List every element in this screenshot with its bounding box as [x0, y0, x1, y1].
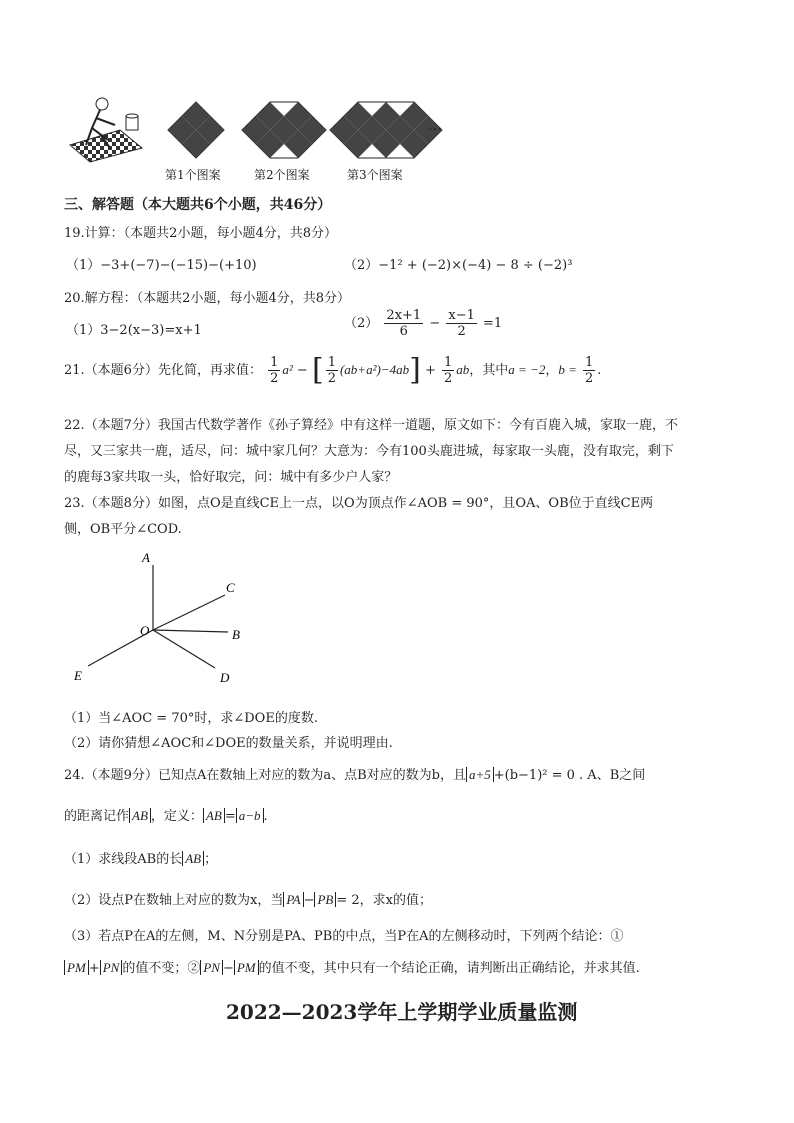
- q20-fraction-1: [384, 308, 423, 339]
- q20-part1: （1）3−2(x−3)=x+1: [66, 323, 202, 338]
- label-C: C: [226, 580, 235, 595]
- q24-line-1: [64, 764, 645, 783]
- q23-line-2: 侧，OB平分∠COD.: [64, 522, 182, 537]
- q21-half-3-num: 1: [443, 355, 453, 370]
- q21-half-1-num: 1: [270, 355, 279, 370]
- q20-part2: [344, 308, 502, 339]
- q21-where: ，其中: [469, 363, 509, 378]
- q24-p3-abs4: PM: [234, 960, 259, 975]
- q21-plus: +: [424, 363, 436, 378]
- label-O: O: [140, 623, 150, 638]
- label-A: A: [142, 550, 150, 565]
- ray-OD: [153, 630, 215, 668]
- q21-b-den: 2: [585, 371, 594, 386]
- q24-p2-b: −: [303, 893, 315, 908]
- q24-p3-end: 的值不变，其中只有一个结论正确，请判断出正确结论，并求其值.: [258, 961, 640, 976]
- label-B: B: [232, 627, 240, 642]
- q21-inner: (ab+a²)−4ab: [339, 362, 410, 377]
- q24-l2-b: ，定义：: [150, 809, 203, 824]
- label-E: E: [74, 668, 82, 683]
- q21-prefix: 21.（本题6分）先化简，再求值：: [64, 363, 262, 378]
- q19-part2: [344, 254, 572, 273]
- q22-line-1: 22.（本题7分）我国古代数学著作《孙子算经》中有这样一道题，原文如下：今有百鹿入城，家取一鹿，不: [64, 418, 678, 433]
- q21-half-1: [268, 355, 280, 386]
- q20-f1-num: 2x+1: [386, 308, 422, 323]
- q24-l1-a: 24.（本题9分）已知点A在数轴上对应的数为a、点B对应的数为b，且: [64, 768, 466, 783]
- q24-p3-mid: 的值不变；②: [122, 961, 201, 976]
- q24-l2-a: 的距离记作: [64, 809, 130, 824]
- label-D: D: [220, 670, 230, 685]
- q22-line-2: 尽，又三家共一鹿，适尽，问：城中家几何？大意为：今有100头鹿进城，每家取一头鹿，没有取完，剩下: [64, 444, 674, 459]
- q24-p3-abs2: PN: [100, 960, 123, 975]
- q21-end: .: [597, 363, 602, 378]
- q20-fraction-2: [446, 308, 477, 339]
- section-3-heading: 三、解答题（本大题共6个小题，共46分）: [64, 197, 332, 213]
- q23-angle-diagram: [60, 540, 260, 700]
- q24-p2-a: （2）设点P在数轴上对应的数为x，当: [64, 893, 284, 908]
- worker-illustration: [70, 98, 142, 162]
- caption-pattern-2: 第2个图案: [254, 168, 310, 182]
- q21-ab: ab: [456, 362, 470, 377]
- q20-stem: 20.解方程：（本题共2小题，每小题4分，共8分）: [64, 291, 350, 306]
- q23-part1: （1）当∠AOC = 70°时，求∠DOE的度数.: [64, 711, 318, 726]
- q21: [64, 352, 602, 388]
- q21-a2: a²: [282, 362, 293, 377]
- q20-f2-den: 2: [457, 324, 466, 339]
- ray-OB: [153, 630, 228, 632]
- q24-part2: [64, 889, 432, 908]
- exam-title: 2022—2023学年上学期学业质量监测: [226, 1000, 578, 1024]
- q21-minus: −: [296, 363, 308, 378]
- pattern-ellipsis: …: [428, 118, 442, 134]
- q20-f1-den: 6: [399, 324, 408, 339]
- caption-pattern-3: 第3个图案: [347, 168, 403, 182]
- q22-line-3: 的鹿每3家共取一头，恰好取完，问：城中有多少户人家？: [64, 470, 398, 485]
- q21-half-2: [326, 355, 338, 386]
- q24-l2-abs1: AB: [129, 808, 151, 823]
- q21-comma: ，: [545, 363, 559, 378]
- q21-b-fraction: [583, 355, 595, 386]
- pattern-1: [168, 102, 224, 158]
- q24-l2-c: =: [224, 809, 236, 824]
- q21-half-2-den: 2: [327, 371, 336, 386]
- q24-l1-b: +(b−1)² = 0 . A、B之间: [493, 768, 646, 783]
- q24-p1-a: （1）求线段AB的长: [64, 852, 183, 867]
- q20-part2-label: （2）: [344, 316, 379, 331]
- q21-half-3-den: 2: [443, 371, 453, 386]
- q24-l2-abs2: AB: [203, 808, 225, 823]
- q21-right-bracket: ]: [409, 352, 421, 388]
- pattern-3: [330, 102, 442, 158]
- q21-b-num: 1: [585, 355, 594, 370]
- q19-stem: 19.计算：（本题共2小题，每小题4分，共8分）: [64, 226, 337, 241]
- q24-l2-d: .: [263, 809, 268, 824]
- q24-p3-abs3: PN: [200, 960, 223, 975]
- q24-p2-abs2: PB: [314, 892, 336, 907]
- q24-p1-b: ；: [204, 852, 218, 867]
- q21-b-value: b =: [558, 362, 577, 377]
- q21-left-bracket: [: [311, 352, 324, 388]
- q24-p3-minus: −: [222, 961, 234, 976]
- caption-pattern-1: 第1个图案: [165, 168, 221, 182]
- q24-p2-abs1: PA: [283, 892, 303, 907]
- q21-a-value: a = −2: [508, 362, 546, 377]
- q24-part3-line1: （3）若点P在A的左侧，M、N分别是PA、PB的中点，当P在A的左侧移动时，下列两个结论：①: [64, 929, 624, 944]
- q24-p3-plus: +: [88, 961, 100, 976]
- q24-part3-line2: [64, 957, 640, 976]
- ray-OC: [153, 595, 225, 630]
- q20-f2-num: x−1: [448, 308, 475, 323]
- q20-minus: −: [429, 316, 441, 331]
- q19-part2-label: （2）: [344, 258, 379, 273]
- q19-part2-expr: −1² + (−2)×(−4) − 8 ÷ (−2)³: [378, 258, 573, 273]
- q24-part1: [64, 848, 217, 867]
- q24-l1-abs: a+5: [466, 767, 494, 782]
- q19-part1: （1）−3+(−7)−(−15)−(+10): [66, 258, 257, 273]
- q21-half-3: [442, 355, 454, 386]
- q20-rhs: =1: [483, 316, 503, 331]
- q21-half-1-den: 2: [270, 371, 279, 386]
- q24-p3-abs1: PM: [64, 960, 89, 975]
- q23-line-1: 23.（本题8分）如图，点O是直线CE上一点，以O为顶点作∠AOB = 90°，且OA、OB位于直线CE两: [64, 496, 654, 511]
- q24-l2-abs3: a−b: [236, 808, 264, 823]
- pattern-figure: [60, 90, 460, 170]
- q23-part2: （2）请你猜想∠AOC和∠DOE的数量关系，并说明理由.: [64, 736, 393, 751]
- q24-line-2: [64, 805, 268, 824]
- q21-half-2-num: 1: [327, 355, 336, 370]
- pattern-2: [242, 102, 326, 158]
- q24-p2-c: = 2，求x的值；: [336, 893, 433, 908]
- q24-p1-abs: AB: [182, 851, 204, 866]
